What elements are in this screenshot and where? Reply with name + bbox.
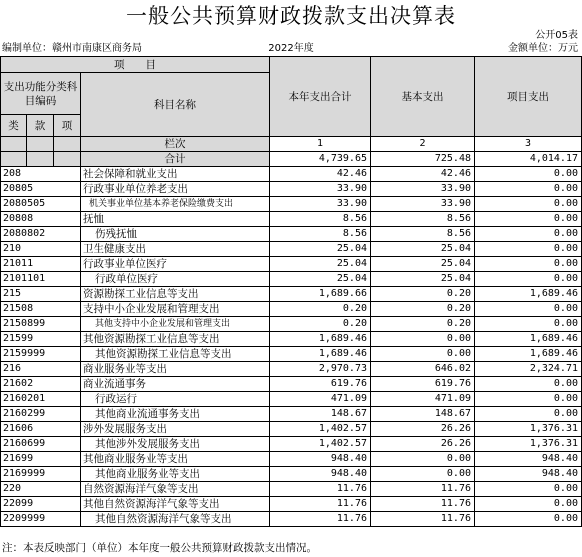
table-row [1,377,582,392]
header-kuan: 款 [27,115,54,137]
total-sum: 4,739.65 [270,152,371,167]
subject-name: 行政事业单位养老支出 [81,182,270,197]
table-row [1,302,582,317]
basic-amount: 0.20 [371,302,475,317]
basic-amount: 0.20 [371,317,475,332]
subject-name: 机关事业单位基本养老保险缴费支出 [81,197,270,212]
function-code: 210 [1,242,81,257]
project-amount: 0.00 [475,167,582,182]
header-subject-name: 科目名称 [81,73,270,137]
basic-amount: 619.76 [371,377,475,392]
basic-amount: 0.20 [371,287,475,302]
subject-name: 商业服务业等支出 [81,362,270,377]
blank-cell [54,152,81,167]
function-code: 208 [1,167,81,182]
total-amount: 619.76 [270,377,371,392]
project-amount: 0.00 [475,197,582,212]
table-row [1,182,582,197]
total-amount: 33.90 [270,197,371,212]
project-amount: 1,689.46 [475,332,582,347]
total-amount: 0.20 [270,302,371,317]
basic-amount: 0.00 [371,347,475,362]
subject-name: 自然资源海洋气象等支出 [81,482,270,497]
project-amount: 1,376.31 [475,437,582,452]
function-code: 21599 [1,332,81,347]
total-amount: 33.90 [270,182,371,197]
project-amount: 948.40 [475,452,582,467]
subject-name: 抚恤 [81,212,270,227]
subject-name: 行政单位医疗 [81,272,270,287]
basic-amount: 148.67 [371,407,475,422]
table-row [1,197,582,212]
table-row [1,452,582,467]
function-code: 215 [1,287,81,302]
project-amount: 0.00 [475,257,582,272]
expenditure-table [0,56,582,527]
function-code: 2101101 [1,272,81,287]
table-row [1,227,582,242]
header-func-code: 支出功能分类科目编码 [1,73,81,115]
table-row [1,362,582,377]
total-amount: 8.56 [270,227,371,242]
project-amount: 0.00 [475,212,582,227]
header-col-total: 本年支出合计 [270,57,371,137]
basic-amount: 25.04 [371,257,475,272]
table-row [1,212,582,227]
function-code: 20805 [1,182,81,197]
table-row [1,332,582,347]
subject-name: 涉外发展服务支出 [81,422,270,437]
lanci-index-1: 1 [270,137,371,152]
project-amount: 948.40 [475,467,582,482]
project-amount: 0.00 [475,377,582,392]
function-code: 2160299 [1,407,81,422]
total-amount: 1,689.46 [270,347,371,362]
function-code: 2150899 [1,317,81,332]
basic-amount: 26.26 [371,422,475,437]
subject-name: 伤残抚恤 [81,227,270,242]
basic-amount: 42.46 [371,167,475,182]
total-amount: 948.40 [270,467,371,482]
header-item-group: 项 目 [1,57,270,73]
basic-amount: 11.76 [371,482,475,497]
project-amount: 0.00 [475,407,582,422]
project-amount: 1,689.46 [475,287,582,302]
function-code: 20808 [1,212,81,227]
total-label: 合计 [81,152,270,167]
basic-amount: 8.56 [371,227,475,242]
report-title: 一般公共预算财政拨款支出决算表 [126,4,456,28]
total-amount: 8.56 [270,212,371,227]
function-code: 2160699 [1,437,81,452]
subject-name: 其他涉外发展服务支出 [81,437,270,452]
fiscal-year: 2022年度 [268,43,314,54]
function-code: 21606 [1,422,81,437]
subject-name: 其他支持中小企业发展和管理支出 [81,317,270,332]
header-col-basic: 基本支出 [371,57,475,137]
project-amount: 0.00 [475,512,582,527]
subject-name: 行政事业单位医疗 [81,257,270,272]
total-amount: 11.76 [270,497,371,512]
project-amount: 2,324.71 [475,362,582,377]
blank-cell [1,152,27,167]
total-amount: 148.67 [270,407,371,422]
project-amount: 1,689.46 [475,347,582,362]
basic-amount: 8.56 [371,212,475,227]
total-amount: 42.46 [270,167,371,182]
lanci-label: 栏次 [81,137,270,152]
blank-cell [54,137,81,152]
project-amount: 0.00 [475,317,582,332]
function-code: 21011 [1,257,81,272]
project-amount: 0.00 [475,227,582,242]
header-lei: 类 [1,115,27,137]
basic-amount: 0.00 [371,332,475,347]
basic-amount: 25.04 [371,272,475,287]
blank-cell [27,137,54,152]
total-amount: 471.09 [270,392,371,407]
table-row [1,287,582,302]
basic-amount: 0.00 [371,452,475,467]
total-amount: 25.04 [270,257,371,272]
function-code: 216 [1,362,81,377]
basic-amount: 33.90 [371,197,475,212]
project-amount: 0.00 [475,242,582,257]
basic-amount: 11.76 [371,512,475,527]
subject-name: 卫生健康支出 [81,242,270,257]
total-amount: 1,402.57 [270,437,371,452]
subject-name: 社会保障和就业支出 [81,167,270,182]
total-amount: 948.40 [270,452,371,467]
subject-name: 其他资源勘探工业信息等支出 [81,332,270,347]
money-unit: 金额单位：万元 [508,43,578,54]
subject-name: 支持中小企业发展和管理支出 [81,302,270,317]
function-code: 21699 [1,452,81,467]
function-code: 2169999 [1,467,81,482]
table-row [1,437,582,452]
subject-name: 其他自然资源海洋气象等支出 [81,512,270,527]
subject-name: 其他商业服务业等支出 [81,467,270,482]
lanci-index-2: 2 [371,137,475,152]
table-row [1,497,582,512]
function-code: 220 [1,482,81,497]
basic-amount: 471.09 [371,392,475,407]
function-code: 2209999 [1,512,81,527]
total-amount: 1,689.46 [270,332,371,347]
total-amount: 11.76 [270,482,371,497]
function-code: 21602 [1,377,81,392]
blank-cell [1,137,27,152]
compiling-unit: 编制单位：赣州市南康区商务局 [2,43,142,54]
function-code: 2160201 [1,392,81,407]
project-amount: 0.00 [475,272,582,287]
table-row [1,242,582,257]
subject-name: 其他资源勘探工业信息等支出 [81,347,270,362]
basic-amount: 11.76 [371,497,475,512]
table-row [1,512,582,527]
project-amount: 0.00 [475,182,582,197]
total-amount: 25.04 [270,242,371,257]
table-row [1,467,582,482]
subject-name: 其他商业流通事务支出 [81,407,270,422]
header-col-project: 项目支出 [475,57,582,137]
table-row [1,422,582,437]
basic-sum: 725.48 [371,152,475,167]
total-amount: 25.04 [270,272,371,287]
project-amount: 0.00 [475,497,582,512]
lanci-index-3: 3 [475,137,582,152]
table-row [1,257,582,272]
project-amount: 0.00 [475,392,582,407]
table-row [1,347,582,362]
total-amount: 1,689.66 [270,287,371,302]
function-code: 2080802 [1,227,81,242]
table-row [1,392,582,407]
table-row [1,407,582,422]
footnote: 注：本表反映部门（单位）本年度一般公共预算财政拨款支出情况。 [2,542,317,554]
total-amount: 11.76 [270,512,371,527]
total-amount: 0.20 [270,317,371,332]
subject-name: 其他自然资源海洋气象等支出 [81,497,270,512]
subject-name: 资源勘探工业信息等支出 [81,287,270,302]
total-amount: 2,970.73 [270,362,371,377]
basic-amount: 33.90 [371,182,475,197]
total-amount: 1,402.57 [270,422,371,437]
blank-cell [27,152,54,167]
table-row [1,272,582,287]
subject-name: 其他商业服务业等支出 [81,452,270,467]
basic-amount: 26.26 [371,437,475,452]
function-code: 2159999 [1,347,81,362]
project-amount: 0.00 [475,482,582,497]
header-xiang: 项 [54,115,81,137]
project-amount: 0.00 [475,302,582,317]
project-amount: 1,376.31 [475,422,582,437]
form-number: 公开05表 [535,30,578,41]
subject-name: 商业流通事务 [81,377,270,392]
function-code: 2080505 [1,197,81,212]
basic-amount: 0.00 [371,467,475,482]
function-code: 22099 [1,497,81,512]
table-row [1,317,582,332]
function-code: 21508 [1,302,81,317]
basic-amount: 646.02 [371,362,475,377]
project-sum: 4,014.17 [475,152,582,167]
table-row [1,482,582,497]
subject-name: 行政运行 [81,392,270,407]
basic-amount: 25.04 [371,242,475,257]
table-row [1,167,582,182]
